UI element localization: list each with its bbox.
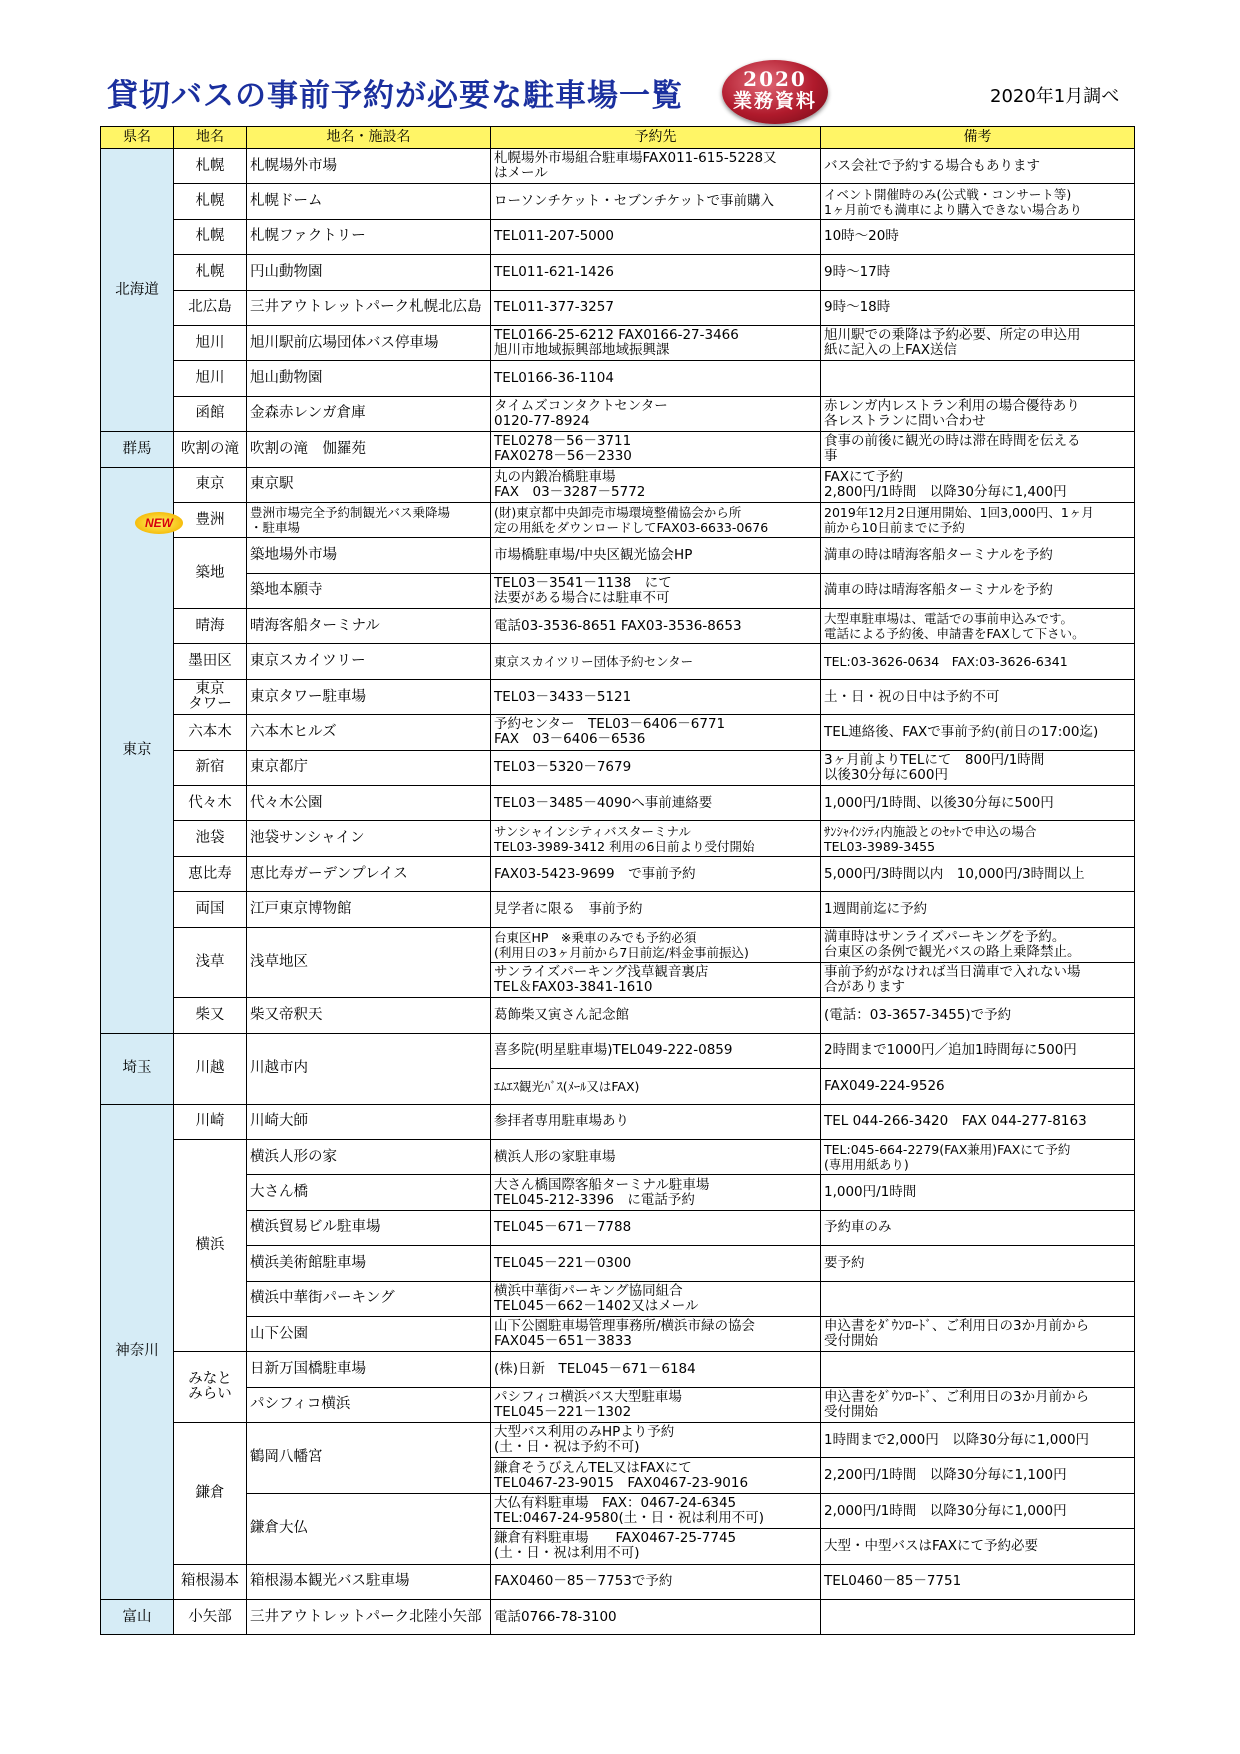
notes-cell: 申込書をﾀﾞｳﾝﾛｰﾄﾞ、ご利用日の3か月前から 受付開始	[821, 1316, 1135, 1351]
table-row	[101, 1175, 1135, 1210]
notes-cell: 要予約	[821, 1246, 1135, 1281]
prefecture-cell: 富山	[101, 1600, 174, 1635]
place-cell: 六本木	[174, 715, 247, 750]
notes-cell: バス会社で予約する場合もあります	[821, 149, 1135, 184]
place-cell: 晴海	[174, 609, 247, 644]
facility-cell: 吹割の滝 伽羅苑	[247, 432, 491, 467]
reservation-cell: TEL011-377-3257	[491, 290, 821, 325]
table-row	[101, 644, 1135, 679]
notes-cell: 満車時はサンライズパーキングを予約。 台東区の条例で観光バスの路上乗降禁止。	[821, 927, 1135, 962]
facility-cell: 豊洲市場完全予約制観光バス乗降場 ・駐車場	[247, 502, 491, 537]
reservation-cell: 大さん橋国際客船ターミナル駐車場 TEL045-212-3396 に電話予約	[491, 1175, 821, 1210]
table-row	[101, 821, 1135, 856]
place-cell: 川越	[174, 1033, 247, 1104]
place-cell: 函館	[174, 396, 247, 431]
facility-cell: 池袋サンシャイン	[247, 821, 491, 856]
notes-cell: 土・日・祝の日中は予約不可	[821, 679, 1135, 714]
badge-text: 業務資料	[732, 90, 817, 112]
badge-year: 2020	[743, 67, 807, 91]
notes-cell: 10時～20時	[821, 219, 1135, 254]
column-header: 地名・施設名	[247, 127, 491, 149]
place-cell: 旭川	[174, 361, 247, 396]
survey-date: 2020年1月調べ	[990, 86, 1120, 107]
reservation-cell: 東京スカイツリー団体予約センター	[491, 644, 821, 679]
facility-cell: 六本木ヒルズ	[247, 715, 491, 750]
facility-cell: 築地本願寺	[247, 573, 491, 608]
reservation-cell: TEL045－221－0300	[491, 1246, 821, 1281]
notes-cell: 申込書をﾀﾞｳﾝﾛｰﾄﾞ、ご利用日の3か月前から 受付開始	[821, 1387, 1135, 1422]
table-row	[101, 290, 1135, 325]
facility-cell: 金森赤レンガ倉庫	[247, 396, 491, 431]
notes-cell: 1,000円/1時間、以後30分毎に500円	[821, 786, 1135, 821]
table-row	[101, 255, 1135, 290]
prefecture-cell: 東京	[101, 467, 174, 1033]
table-row	[101, 432, 1135, 467]
table-row	[101, 1564, 1135, 1599]
facility-cell: 札幌場外市場	[247, 149, 491, 184]
table-row	[101, 325, 1135, 360]
facility-cell: 川越市内	[247, 1033, 491, 1104]
table-row	[101, 538, 1135, 573]
reservation-cell: 横浜中華街パーキング協同組合 TEL045－662－1402又はメール	[491, 1281, 821, 1316]
facility-cell: 東京都庁	[247, 750, 491, 785]
notes-cell: TEL:03-3626-0634 FAX:03-3626-6341	[821, 644, 1135, 679]
reservation-cell: 横浜人形の家駐車場	[491, 1139, 821, 1174]
facility-cell: 横浜貿易ビル駐車場	[247, 1210, 491, 1245]
table-row	[101, 892, 1135, 927]
table-row	[101, 927, 1135, 962]
notes-cell: 9時～17時	[821, 255, 1135, 290]
prefecture-cell: 埼玉	[101, 1033, 174, 1104]
prefecture-cell: 神奈川	[101, 1104, 174, 1599]
notes-cell	[821, 1281, 1135, 1316]
reservation-cell: 葛飾柴又寅さん記念館	[491, 998, 821, 1033]
reservation-cell: 鎌倉有料駐車場 FAX0467-25-7745 (土・日・祝は利用不可)	[491, 1529, 821, 1564]
place-cell: 札幌	[174, 184, 247, 219]
reservation-cell: TEL011-207-5000	[491, 219, 821, 254]
notes-cell: 5,000円/3時間以内 10,000円/3時間以上	[821, 856, 1135, 891]
table-row	[101, 1139, 1135, 1174]
notes-cell	[821, 1352, 1135, 1387]
table-row	[101, 856, 1135, 891]
place-cell: みなと みらい	[174, 1352, 247, 1423]
facility-cell: 札幌ファクトリー	[247, 219, 491, 254]
notes-cell: (電話：03-3657-3455)で予約	[821, 998, 1135, 1033]
facility-cell: 築地場外市場	[247, 538, 491, 573]
reservation-cell: TEL0278－56－3711 FAX0278－56－2330	[491, 432, 821, 467]
reservation-cell: ｴﾑｴｽ観光ﾊﾞｽ(ﾒｰﾙ又はFAX)	[491, 1069, 821, 1104]
table-row	[101, 396, 1135, 431]
place-cell: 東京 タワー	[174, 679, 247, 714]
facility-cell: 東京駅	[247, 467, 491, 502]
notes-cell: 9時～18時	[821, 290, 1135, 325]
reservation-cell: TEL045－671－7788	[491, 1210, 821, 1245]
facility-cell: 恵比寿ガーデンプレイス	[247, 856, 491, 891]
notes-cell	[821, 361, 1135, 396]
place-cell: 池袋	[174, 821, 247, 856]
place-cell: 横浜	[174, 1139, 247, 1351]
reservation-cell: TEL011-621-1426	[491, 255, 821, 290]
reservation-cell: TEL03－3541－1138 にて 法要がある場合には駐車不可	[491, 573, 821, 608]
facility-cell: 鶴岡八幡宮	[247, 1423, 491, 1494]
notes-cell: ｻﾝｼｬｲﾝｼﾃｨ内施設とのｾｯﾄで申込の場合 TEL03-3989-3455	[821, 821, 1135, 856]
facility-cell: 浅草地区	[247, 927, 491, 998]
table-row	[101, 750, 1135, 785]
facility-cell: 山下公園	[247, 1316, 491, 1351]
reservation-cell: 電話0766-78-3100	[491, 1600, 821, 1635]
column-header: 備考	[821, 127, 1135, 149]
place-cell: 札幌	[174, 149, 247, 184]
table-row	[101, 502, 1135, 537]
page-title: 貸切バスの事前予約が必要な駐車場一覧	[107, 78, 683, 114]
reservation-cell: ローソンチケット・セブンチケットで事前購入	[491, 184, 821, 219]
place-cell: 浅草	[174, 927, 247, 998]
place-cell: 旭川	[174, 325, 247, 360]
new-badge: NEW	[135, 512, 183, 534]
reservation-cell: (財)東京都中央卸売市場環境整備協会から所 定の用紙をダウンロードしてFAX03-6633-0676	[491, 502, 821, 537]
facility-cell: 東京タワー駐車場	[247, 679, 491, 714]
reservation-cell: TEL03－3433－5121	[491, 679, 821, 714]
facility-cell: 円山動物園	[247, 255, 491, 290]
reservation-cell: 山下公園駐車場管理事務所/横浜市緑の協会 FAX045－651－3833	[491, 1316, 821, 1351]
reservation-cell: 喜多院(明星駐車場)TEL049-222-0859	[491, 1033, 821, 1068]
notes-cell: FAX049-224-9526	[821, 1069, 1135, 1104]
reservation-cell: 台東区HP ※乗車のみでも予約必須 (利用日の3ヶ月前から7日前迄/料金事前振込)	[491, 927, 821, 962]
facility-cell: 旭山動物園	[247, 361, 491, 396]
facility-cell: 箱根湯本観光バス駐車場	[247, 1564, 491, 1599]
table-row	[101, 184, 1135, 219]
place-cell: 箱根湯本	[174, 1564, 247, 1599]
notes-cell: 満車の時は晴海客船ターミナルを予約	[821, 573, 1135, 608]
table-row	[101, 219, 1135, 254]
place-cell: 札幌	[174, 219, 247, 254]
notes-cell: TEL0460－85－7751	[821, 1564, 1135, 1599]
reservation-cell: 丸の内鍛冶橋駐車場 FAX 03－3287－5772	[491, 467, 821, 502]
facility-cell: 川崎大師	[247, 1104, 491, 1139]
table-row	[101, 573, 1135, 608]
notes-cell: 3ヶ月前よりTELにて 800円/1時間 以後30分毎に600円	[821, 750, 1135, 785]
reservation-cell: パシフィコ横浜バス大型駐車場 TEL045－221－1302	[491, 1387, 821, 1422]
notes-cell: 事前予約がなければ当日満車で入れない場 合があります	[821, 962, 1135, 997]
reservation-cell: 鎌倉そうびえんTEL又はFAXにて TEL0467-23-9015 FAX0467-23-9016	[491, 1458, 821, 1493]
table-row	[101, 609, 1135, 644]
place-cell: 墨田区	[174, 644, 247, 679]
notes-cell: 1週間前迄に予約	[821, 892, 1135, 927]
reservation-cell: TEL03－3485－4090へ事前連絡要	[491, 786, 821, 821]
reservation-cell: タイムズコンタクトセンター 0120-77-8924	[491, 396, 821, 431]
reservation-cell: (株)日新 TEL045－671－6184	[491, 1352, 821, 1387]
table-row	[101, 679, 1135, 714]
place-cell: 東京	[174, 467, 247, 502]
facility-cell: 日新万国橋駐車場	[247, 1352, 491, 1387]
facility-cell: 大さん橋	[247, 1175, 491, 1210]
table-row	[101, 467, 1135, 502]
table-row	[101, 1104, 1135, 1139]
facility-cell: 札幌ドーム	[247, 184, 491, 219]
notes-cell: 満車の時は晴海客船ターミナルを予約	[821, 538, 1135, 573]
table-row	[101, 361, 1135, 396]
table-row	[101, 1281, 1135, 1316]
reservation-cell: 大仏有料駐車場 FAX：0467-24-6345 TEL:0467-24-9580(土・日・祝は利用不可)	[491, 1493, 821, 1528]
table-row	[101, 1033, 1135, 1068]
column-header: 地名	[174, 127, 247, 149]
notes-cell: イベント開催時のみ(公式戦・コンサート等) 1ヶ月前でも満車により購入できない場合あり	[821, 184, 1135, 219]
parking-table	[100, 126, 1135, 1635]
place-cell: 代々木	[174, 786, 247, 821]
notes-cell: TEL:045-664-2279(FAX兼用)FAXにて予約 (専用用紙あり)	[821, 1139, 1135, 1174]
reservation-cell: FAX0460－85－7753で予約	[491, 1564, 821, 1599]
table-row	[101, 1423, 1135, 1458]
facility-cell: 東京スカイツリー	[247, 644, 491, 679]
place-cell: 柴又	[174, 998, 247, 1033]
facility-cell: 江戸東京博物館	[247, 892, 491, 927]
table-row	[101, 786, 1135, 821]
notes-cell: 1,000円/1時間	[821, 1175, 1135, 1210]
notes-cell: 大型車駐車場は、電話での事前申込みです。 電話による予約後、申請書をFAXして下さい。	[821, 609, 1135, 644]
notes-cell: 予約車のみ	[821, 1210, 1135, 1245]
prefecture-cell: 北海道	[101, 149, 174, 432]
notes-cell: 赤レンガ内レストラン利用の場合優待あり 各レストランに問い合わせ	[821, 396, 1135, 431]
facility-cell: 三井アウトレットパーク札幌北広島	[247, 290, 491, 325]
notes-cell	[821, 1600, 1135, 1635]
facility-cell: 三井アウトレットパーク北陸小矢部	[247, 1600, 491, 1635]
reservation-cell: FAX03-5423-9699 で事前予約	[491, 856, 821, 891]
table-row	[101, 715, 1135, 750]
business-document-badge	[722, 60, 828, 124]
table-row	[101, 1600, 1135, 1635]
reservation-cell: 札幌場外市場組合駐車場FAX011-615-5228又 はメール	[491, 149, 821, 184]
place-cell: 築地	[174, 538, 247, 609]
facility-cell: パシフィコ横浜	[247, 1387, 491, 1422]
notes-cell: 大型・中型バスはFAXにて予約必要	[821, 1529, 1135, 1564]
reservation-cell: TEL0166-36-1104	[491, 361, 821, 396]
notes-cell: 旭川駅での乗降は予約必要、所定の申込用 紙に記入の上FAX送信	[821, 325, 1135, 360]
reservation-cell: サンシャインシティバスターミナル TEL03-3989-3412 利用の6日前より受付開始	[491, 821, 821, 856]
notes-cell: TEL 044-266-3420 FAX 044-277-8163	[821, 1104, 1135, 1139]
notes-cell: 2,000円/1時間 以降30分毎に1,000円	[821, 1493, 1135, 1528]
facility-cell: 旭川駅前広場団体バス停車場	[247, 325, 491, 360]
reservation-cell: TEL0166-25-6212 FAX0166-27-3466 旭川市地域振興部地域振興課	[491, 325, 821, 360]
prefecture-cell: 群馬	[101, 432, 174, 467]
table-row	[101, 1493, 1135, 1528]
facility-cell: 代々木公園	[247, 786, 491, 821]
notes-cell: 2019年12月2日運用開始、1回3,000円、1ヶ月 前から10日前までに予約	[821, 502, 1135, 537]
facility-cell: 横浜中華街パーキング	[247, 1281, 491, 1316]
table-row	[101, 1210, 1135, 1245]
place-cell: 鎌倉	[174, 1423, 247, 1565]
table-header-row	[101, 127, 1135, 149]
notes-cell: FAXにて予約 2,800円/1時間 以降30分毎に1,400円	[821, 467, 1135, 502]
reservation-cell: TEL03－5320－7679	[491, 750, 821, 785]
place-cell: 新宿	[174, 750, 247, 785]
place-cell: 川崎	[174, 1104, 247, 1139]
notes-cell: 2時間まで1000円／追加1時間毎に500円	[821, 1033, 1135, 1068]
table-row	[101, 149, 1135, 184]
reservation-cell: 予約センター TEL03－6406－6771 FAX 03－6406－6536	[491, 715, 821, 750]
table-row	[101, 998, 1135, 1033]
notes-cell: 食事の前後に観光の時は滞在時間を伝える 事	[821, 432, 1135, 467]
column-header: 予約先	[491, 127, 821, 149]
reservation-cell: サンライズパーキング浅草観音裏店 TEL＆FAX03-3841-1610	[491, 962, 821, 997]
reservation-cell: 大型バス利用のみHPより予約 (土・日・祝は予約不可)	[491, 1423, 821, 1458]
table-row	[101, 1352, 1135, 1387]
place-cell: 吹割の滝	[174, 432, 247, 467]
column-header: 県名	[101, 127, 174, 149]
place-cell: 小矢部	[174, 1600, 247, 1635]
place-cell: 両国	[174, 892, 247, 927]
facility-cell: 横浜美術館駐車場	[247, 1246, 491, 1281]
notes-cell: 2,200円/1時間 以降30分毎に1,100円	[821, 1458, 1135, 1493]
facility-cell: 晴海客船ターミナル	[247, 609, 491, 644]
table-row	[101, 1246, 1135, 1281]
reservation-cell: 市場橋駐車場/中央区観光協会HP	[491, 538, 821, 573]
place-cell: 豊洲	[174, 502, 247, 537]
facility-cell: 横浜人形の家	[247, 1139, 491, 1174]
table-row	[101, 1387, 1135, 1422]
reservation-cell: 電話03-3536-8651 FAX03-3536-8653	[491, 609, 821, 644]
reservation-cell: 参拝者専用駐車場あり	[491, 1104, 821, 1139]
reservation-cell: 見学者に限る 事前予約	[491, 892, 821, 927]
notes-cell: 1時間まで2,000円 以降30分毎に1,000円	[821, 1423, 1135, 1458]
table-row	[101, 1316, 1135, 1351]
place-cell: 北広島	[174, 290, 247, 325]
facility-cell: 鎌倉大仏	[247, 1493, 491, 1564]
place-cell: 恵比寿	[174, 856, 247, 891]
facility-cell: 柴又帝釈天	[247, 998, 491, 1033]
place-cell: 札幌	[174, 255, 247, 290]
notes-cell: TEL連絡後、FAXで事前予約(前日の17:00迄)	[821, 715, 1135, 750]
